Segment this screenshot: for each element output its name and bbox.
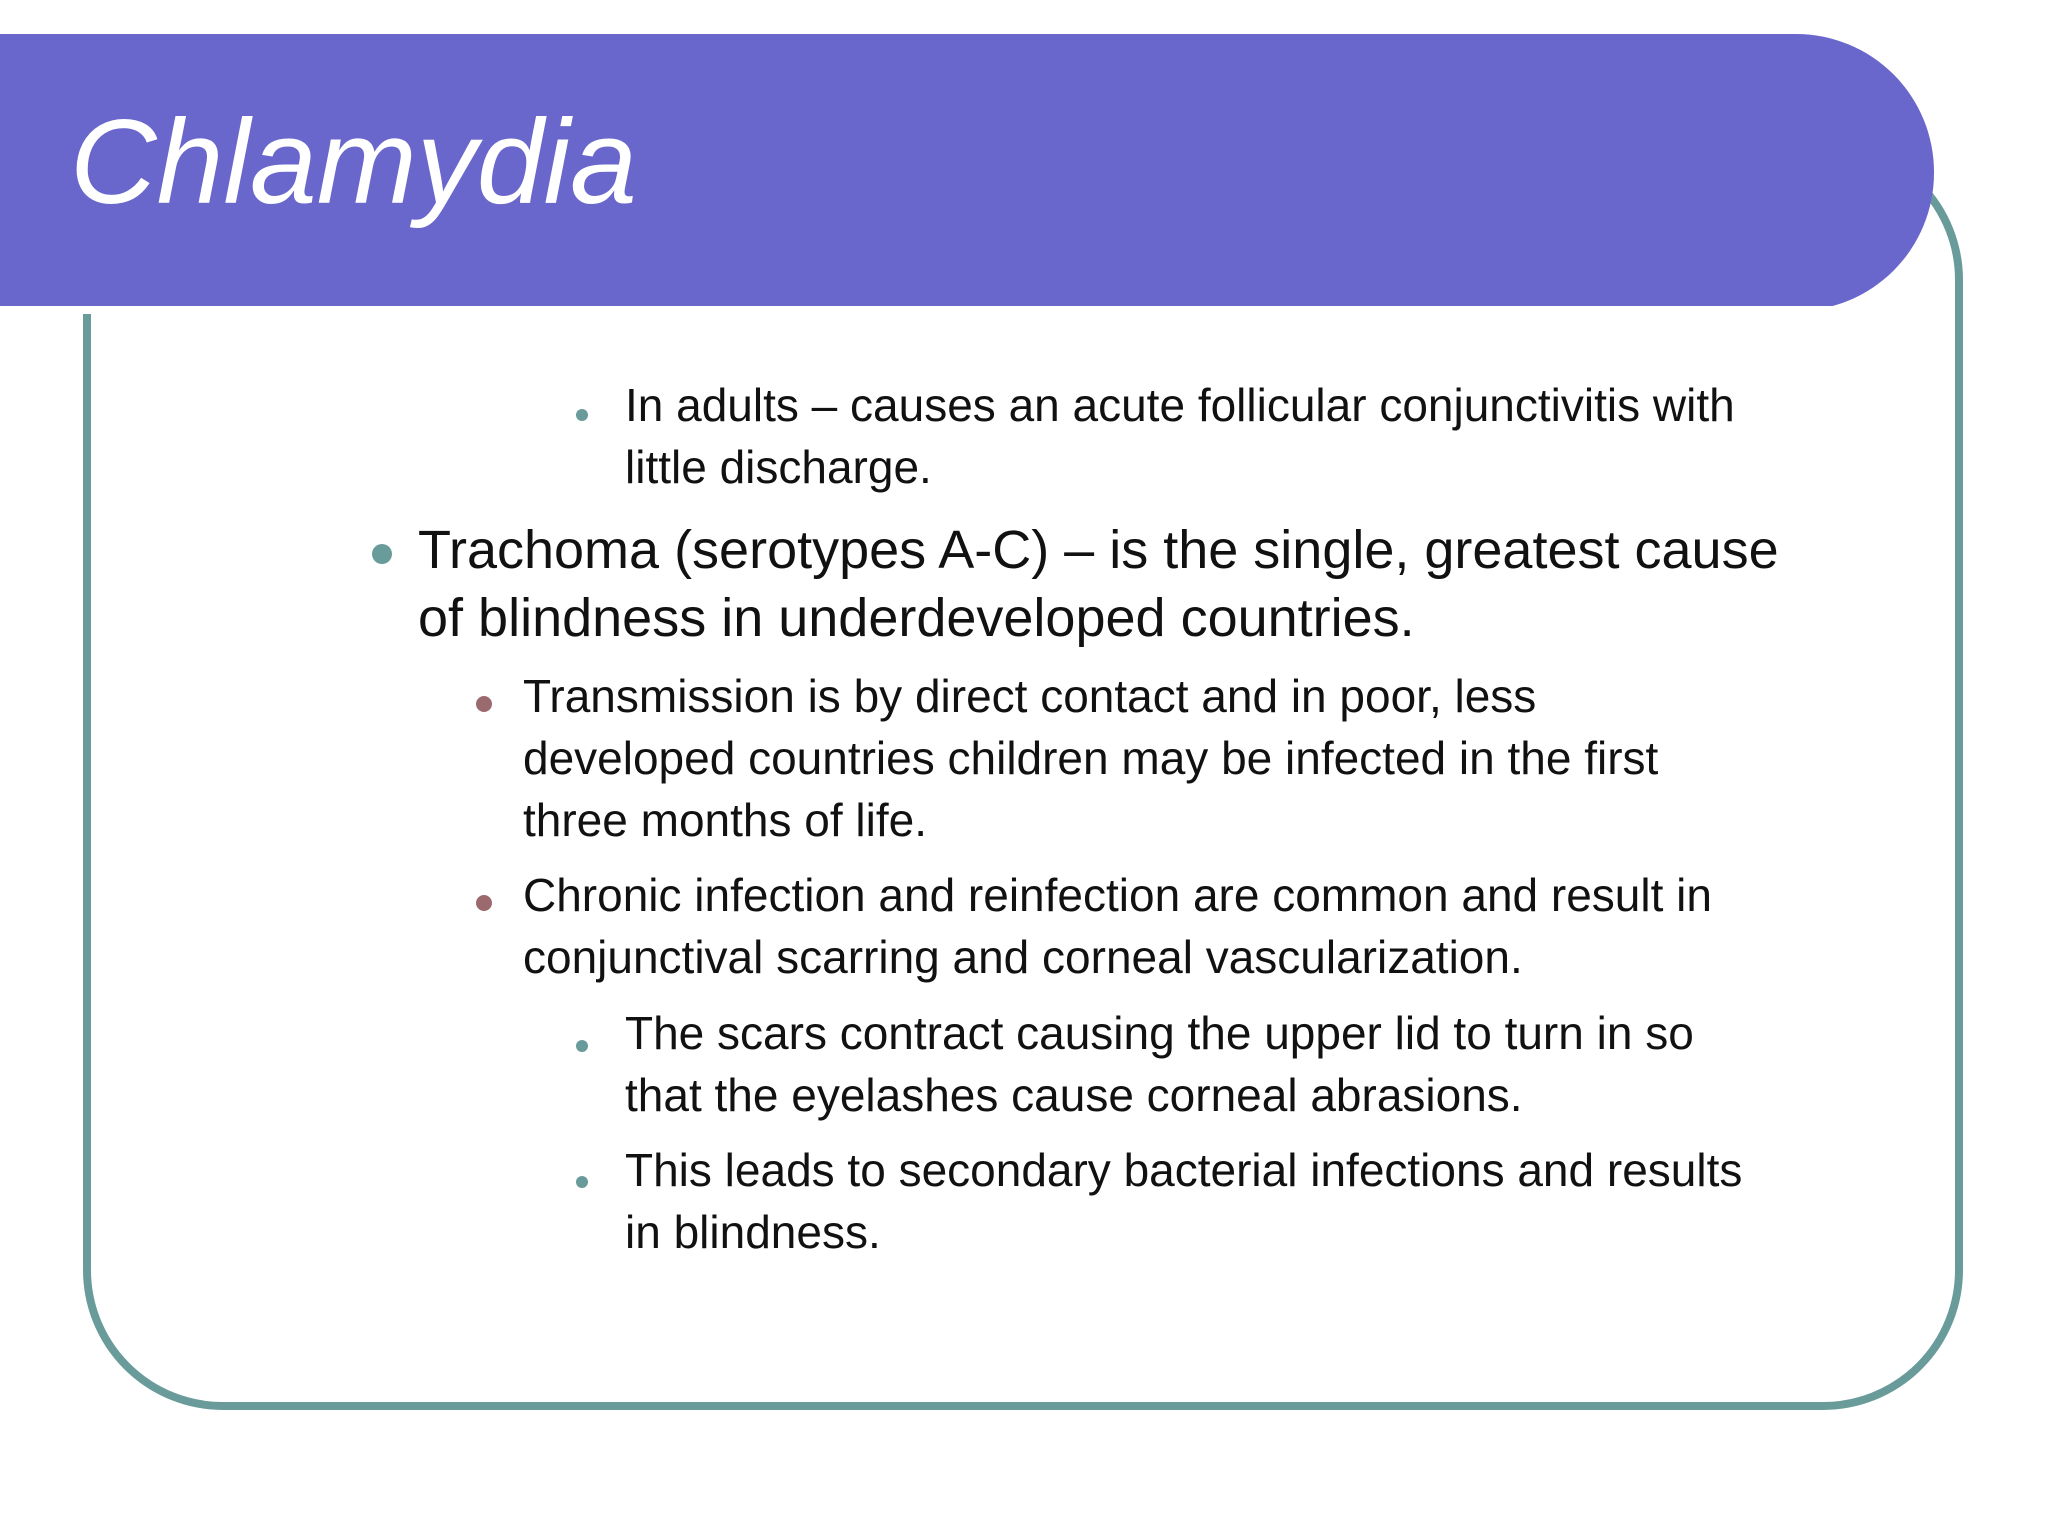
bullet-line: developed countries children may be infected in the first [523,732,1659,784]
bullet-line: in blindness. [625,1206,881,1258]
bullet-line: conjunctival scarring and corneal vascularization. [523,931,1523,983]
bullet-line: The scars contract causing the upper lid to turn in so [625,1007,1694,1059]
bullet-line: three months of life. [523,794,927,846]
bullet-dot-icon [576,1040,588,1052]
bullet-line: of blindness in underdeveloped countries. [418,588,1415,648]
bullet-line: that the eyelashes cause corneal abrasions. [625,1069,1523,1121]
slide-title: Chlamydia [70,95,637,229]
bullet-line: little discharge. [625,441,932,493]
bullet-line: In adults – causes an acute follicular conjunctivitis with [625,379,1735,431]
bullet-dot-icon [476,696,492,712]
bullet-dot-icon [372,544,392,564]
bullet-line: Trachoma (serotypes A-C) – is the single, greatest cause [418,520,1779,580]
bullet-line: Chronic infection and reinfection are common and result in [523,869,1712,921]
bullet-dot-icon [476,895,492,911]
bullet-line: Transmission is by direct contact and in poor, less [523,670,1537,722]
bullet-line: This leads to secondary bacterial infections and results [625,1144,1743,1196]
bullet-dot-icon [576,409,588,421]
bullet-dot-icon [576,1176,588,1188]
